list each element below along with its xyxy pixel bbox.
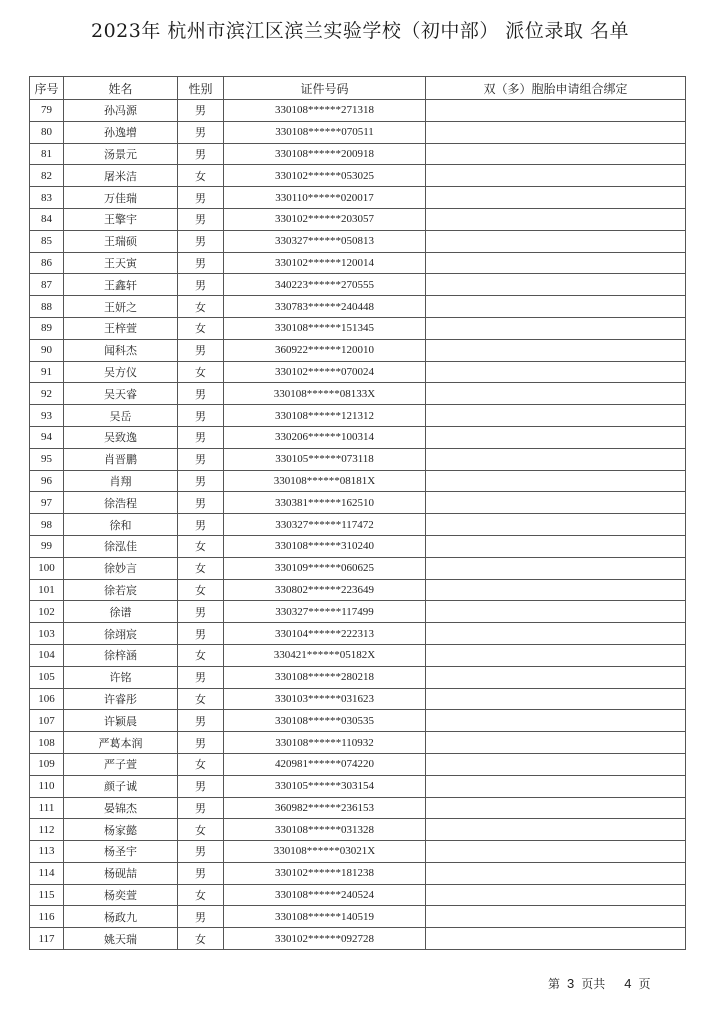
table-row — [30, 470, 686, 492]
cell-twin-binding — [426, 841, 686, 863]
table-header-row — [30, 77, 686, 100]
cell-name: 徐浩程 — [64, 492, 178, 514]
cell-gender: 女 — [178, 557, 224, 579]
cell-name: 肖翔 — [64, 470, 178, 492]
header-gender: 性别 — [178, 77, 224, 100]
cell-name: 徐泓佳 — [64, 535, 178, 557]
cell-name: 徐翊宸 — [64, 623, 178, 645]
cell-gender: 男 — [178, 339, 224, 361]
cell-id-number: 330102******092728 — [224, 928, 426, 950]
table-row — [30, 579, 686, 601]
cell-name: 闻科杰 — [64, 339, 178, 361]
header-id-number: 证件号码 — [224, 77, 426, 100]
cell-id-number: 330108******310240 — [224, 535, 426, 557]
cell-name: 万佳瑞 — [64, 187, 178, 209]
cell-twin-binding — [426, 644, 686, 666]
cell-seq: 108 — [30, 732, 64, 754]
cell-id-number: 330783******240448 — [224, 296, 426, 318]
cell-name: 王妍之 — [64, 296, 178, 318]
cell-seq: 106 — [30, 688, 64, 710]
cell-name: 汤景元 — [64, 143, 178, 165]
header-twin-binding: 双（多）胞胎申请组合绑定 — [426, 77, 686, 100]
cell-twin-binding — [426, 448, 686, 470]
cell-gender: 男 — [178, 230, 224, 252]
cell-id-number: 330102******181238 — [224, 862, 426, 884]
cell-id-number: 330103******031623 — [224, 688, 426, 710]
cell-gender: 男 — [178, 732, 224, 754]
cell-gender: 男 — [178, 666, 224, 688]
cell-name: 肖晋鹏 — [64, 448, 178, 470]
cell-name: 晏锦杰 — [64, 797, 178, 819]
cell-id-number: 330108******030535 — [224, 710, 426, 732]
cell-name: 姚天瑞 — [64, 928, 178, 950]
cell-id-number: 420981******074220 — [224, 753, 426, 775]
cell-gender: 女 — [178, 296, 224, 318]
cell-id-number: 330108******031328 — [224, 819, 426, 841]
cell-gender: 男 — [178, 601, 224, 623]
table-row — [30, 361, 686, 383]
cell-gender: 男 — [178, 187, 224, 209]
cell-seq: 86 — [30, 252, 64, 274]
cell-twin-binding — [426, 339, 686, 361]
cell-name: 徐妙言 — [64, 557, 178, 579]
cell-twin-binding — [426, 165, 686, 187]
cell-id-number: 330102******120014 — [224, 252, 426, 274]
cell-seq: 111 — [30, 797, 64, 819]
cell-name: 王天寅 — [64, 252, 178, 274]
cell-gender: 男 — [178, 710, 224, 732]
table-row — [30, 448, 686, 470]
cell-gender: 男 — [178, 797, 224, 819]
cell-twin-binding — [426, 514, 686, 536]
cell-name: 吴岳 — [64, 405, 178, 427]
cell-seq: 116 — [30, 906, 64, 928]
cell-seq: 85 — [30, 230, 64, 252]
cell-name: 许颖晨 — [64, 710, 178, 732]
table-row — [30, 666, 686, 688]
table-row — [30, 884, 686, 906]
cell-seq: 91 — [30, 361, 64, 383]
cell-seq: 79 — [30, 100, 64, 122]
cell-name: 孙逸增 — [64, 121, 178, 143]
cell-gender: 男 — [178, 862, 224, 884]
cell-id-number: 330108******08133X — [224, 383, 426, 405]
cell-name: 杨家懿 — [64, 819, 178, 841]
cell-gender: 女 — [178, 819, 224, 841]
cell-id-number: 330110******020017 — [224, 187, 426, 209]
cell-name: 杨砚喆 — [64, 862, 178, 884]
cell-id-number: 330108******240524 — [224, 884, 426, 906]
cell-seq: 105 — [30, 666, 64, 688]
header-seq: 序号 — [30, 77, 64, 100]
cell-gender: 女 — [178, 579, 224, 601]
cell-twin-binding — [426, 928, 686, 950]
cell-id-number: 330105******073118 — [224, 448, 426, 470]
cell-name: 颜子诚 — [64, 775, 178, 797]
cell-twin-binding — [426, 623, 686, 645]
header-name: 姓名 — [64, 77, 178, 100]
table-row — [30, 841, 686, 863]
cell-twin-binding — [426, 688, 686, 710]
cell-seq: 89 — [30, 317, 64, 339]
cell-id-number: 330108******03021X — [224, 841, 426, 863]
cell-gender: 男 — [178, 775, 224, 797]
table-row — [30, 623, 686, 645]
page-total: 4 — [624, 976, 632, 991]
cell-name: 吴致逸 — [64, 426, 178, 448]
cell-id-number: 330104******222313 — [224, 623, 426, 645]
cell-seq: 88 — [30, 296, 64, 318]
table-row — [30, 732, 686, 754]
cell-twin-binding — [426, 143, 686, 165]
cell-seq: 96 — [30, 470, 64, 492]
table-row — [30, 252, 686, 274]
cell-seq: 113 — [30, 841, 64, 863]
cell-twin-binding — [426, 753, 686, 775]
cell-id-number: 330802******223649 — [224, 579, 426, 601]
cell-twin-binding — [426, 579, 686, 601]
table-row — [30, 753, 686, 775]
table-row — [30, 535, 686, 557]
cell-twin-binding — [426, 862, 686, 884]
cell-name: 孙冯源 — [64, 100, 178, 122]
cell-id-number: 330108******121312 — [224, 405, 426, 427]
cell-seq: 80 — [30, 121, 64, 143]
cell-seq: 90 — [30, 339, 64, 361]
cell-seq: 81 — [30, 143, 64, 165]
table-row — [30, 426, 686, 448]
cell-twin-binding — [426, 797, 686, 819]
cell-twin-binding — [426, 274, 686, 296]
table-row — [30, 644, 686, 666]
cell-seq: 114 — [30, 862, 64, 884]
cell-id-number: 360922******120010 — [224, 339, 426, 361]
cell-name: 杨圣宇 — [64, 841, 178, 863]
cell-seq: 112 — [30, 819, 64, 841]
table-row — [30, 601, 686, 623]
cell-twin-binding — [426, 405, 686, 427]
table-row — [30, 710, 686, 732]
cell-id-number: 330108******280218 — [224, 666, 426, 688]
cell-twin-binding — [426, 884, 686, 906]
cell-id-number: 330108******08181X — [224, 470, 426, 492]
cell-name: 王擎宇 — [64, 208, 178, 230]
cell-seq: 84 — [30, 208, 64, 230]
cell-twin-binding — [426, 492, 686, 514]
cell-id-number: 330108******070511 — [224, 121, 426, 143]
cell-gender: 男 — [178, 383, 224, 405]
table-row — [30, 143, 686, 165]
cell-id-number: 360982******236153 — [224, 797, 426, 819]
cell-name: 徐梓涵 — [64, 644, 178, 666]
cell-gender: 男 — [178, 208, 224, 230]
table-body — [30, 100, 686, 950]
cell-gender: 女 — [178, 535, 224, 557]
table-row — [30, 208, 686, 230]
cell-name: 严子萱 — [64, 753, 178, 775]
cell-id-number: 330381******162510 — [224, 492, 426, 514]
cell-gender: 男 — [178, 143, 224, 165]
cell-id-number: 330108******140519 — [224, 906, 426, 928]
cell-gender: 男 — [178, 623, 224, 645]
table-row — [30, 383, 686, 405]
cell-seq: 115 — [30, 884, 64, 906]
cell-twin-binding — [426, 317, 686, 339]
cell-gender: 女 — [178, 688, 224, 710]
cell-seq: 110 — [30, 775, 64, 797]
cell-seq: 95 — [30, 448, 64, 470]
cell-twin-binding — [426, 819, 686, 841]
table-row — [30, 688, 686, 710]
cell-gender: 男 — [178, 252, 224, 274]
cell-twin-binding — [426, 470, 686, 492]
cell-seq: 117 — [30, 928, 64, 950]
cell-seq: 109 — [30, 753, 64, 775]
cell-seq: 100 — [30, 557, 64, 579]
cell-name: 徐若宸 — [64, 579, 178, 601]
cell-twin-binding — [426, 710, 686, 732]
page-suffix: 页 — [638, 977, 651, 991]
cell-gender: 男 — [178, 121, 224, 143]
cell-gender: 男 — [178, 100, 224, 122]
page-footer — [548, 975, 651, 992]
cell-seq: 103 — [30, 623, 64, 645]
cell-gender: 女 — [178, 884, 224, 906]
cell-gender: 男 — [178, 448, 224, 470]
cell-seq: 97 — [30, 492, 64, 514]
cell-seq: 93 — [30, 405, 64, 427]
cell-id-number: 340223******270555 — [224, 274, 426, 296]
cell-id-number: 330102******053025 — [224, 165, 426, 187]
table-row — [30, 492, 686, 514]
table-row — [30, 557, 686, 579]
cell-name: 杨奕萱 — [64, 884, 178, 906]
page-number: 3 — [567, 976, 575, 991]
table-row — [30, 405, 686, 427]
cell-id-number: 330102******070024 — [224, 361, 426, 383]
cell-twin-binding — [426, 208, 686, 230]
cell-gender: 男 — [178, 470, 224, 492]
cell-seq: 102 — [30, 601, 64, 623]
table-row — [30, 514, 686, 536]
table-row — [30, 296, 686, 318]
cell-seq: 92 — [30, 383, 64, 405]
cell-id-number: 330327******050813 — [224, 230, 426, 252]
table-row — [30, 121, 686, 143]
cell-name: 徐谱 — [64, 601, 178, 623]
table-row — [30, 274, 686, 296]
cell-gender: 男 — [178, 405, 224, 427]
cell-id-number: 330421******05182X — [224, 644, 426, 666]
cell-gender: 男 — [178, 514, 224, 536]
cell-gender: 女 — [178, 165, 224, 187]
page-mid: 页共 — [581, 977, 606, 991]
cell-name: 王鑫轩 — [64, 274, 178, 296]
cell-name: 吴天睿 — [64, 383, 178, 405]
table-row — [30, 906, 686, 928]
cell-seq: 82 — [30, 165, 64, 187]
cell-gender: 女 — [178, 644, 224, 666]
cell-name: 屠米洁 — [64, 165, 178, 187]
cell-id-number: 330102******203057 — [224, 208, 426, 230]
cell-name: 徐和 — [64, 514, 178, 536]
cell-gender: 男 — [178, 906, 224, 928]
cell-gender: 男 — [178, 841, 224, 863]
table-row — [30, 187, 686, 209]
cell-gender: 女 — [178, 361, 224, 383]
cell-twin-binding — [426, 252, 686, 274]
cell-seq: 98 — [30, 514, 64, 536]
cell-seq: 83 — [30, 187, 64, 209]
cell-name: 吴方仪 — [64, 361, 178, 383]
cell-gender: 男 — [178, 492, 224, 514]
cell-name: 许铭 — [64, 666, 178, 688]
cell-id-number: 330109******060625 — [224, 557, 426, 579]
table-row — [30, 100, 686, 122]
cell-id-number: 330108******200918 — [224, 143, 426, 165]
cell-id-number: 330108******110932 — [224, 732, 426, 754]
table-row — [30, 819, 686, 841]
cell-gender: 女 — [178, 317, 224, 339]
cell-seq: 99 — [30, 535, 64, 557]
cell-twin-binding — [426, 775, 686, 797]
table-row — [30, 797, 686, 819]
cell-id-number: 330327******117472 — [224, 514, 426, 536]
page-title: 2023年 杭州市滨江区滨兰实验学校（初中部） 派位录取 名单 — [91, 20, 629, 42]
cell-twin-binding — [426, 361, 686, 383]
cell-twin-binding — [426, 601, 686, 623]
cell-seq: 101 — [30, 579, 64, 601]
cell-seq: 107 — [30, 710, 64, 732]
cell-seq: 94 — [30, 426, 64, 448]
table-row — [30, 928, 686, 950]
cell-gender: 男 — [178, 426, 224, 448]
cell-gender: 女 — [178, 753, 224, 775]
cell-twin-binding — [426, 666, 686, 688]
cell-seq: 104 — [30, 644, 64, 666]
cell-seq: 87 — [30, 274, 64, 296]
cell-twin-binding — [426, 230, 686, 252]
cell-twin-binding — [426, 557, 686, 579]
table-row — [30, 230, 686, 252]
admission-list-table — [29, 76, 686, 950]
cell-id-number: 330206******100314 — [224, 426, 426, 448]
cell-name: 杨政九 — [64, 906, 178, 928]
cell-twin-binding — [426, 732, 686, 754]
cell-twin-binding — [426, 187, 686, 209]
page-prefix: 第 — [548, 977, 561, 991]
table-row — [30, 317, 686, 339]
cell-twin-binding — [426, 121, 686, 143]
cell-id-number: 330108******271318 — [224, 100, 426, 122]
cell-twin-binding — [426, 100, 686, 122]
cell-id-number: 330327******117499 — [224, 601, 426, 623]
table-row — [30, 339, 686, 361]
cell-twin-binding — [426, 906, 686, 928]
cell-name: 许睿彤 — [64, 688, 178, 710]
cell-name: 王瑞硕 — [64, 230, 178, 252]
cell-id-number: 330108******151345 — [224, 317, 426, 339]
cell-twin-binding — [426, 296, 686, 318]
cell-twin-binding — [426, 383, 686, 405]
cell-twin-binding — [426, 535, 686, 557]
table-row — [30, 165, 686, 187]
table-row — [30, 775, 686, 797]
cell-gender: 男 — [178, 274, 224, 296]
cell-name: 王梓萱 — [64, 317, 178, 339]
table-row — [30, 862, 686, 884]
cell-name: 严葛本润 — [64, 732, 178, 754]
cell-id-number: 330105******303154 — [224, 775, 426, 797]
cell-twin-binding — [426, 426, 686, 448]
cell-gender: 女 — [178, 928, 224, 950]
